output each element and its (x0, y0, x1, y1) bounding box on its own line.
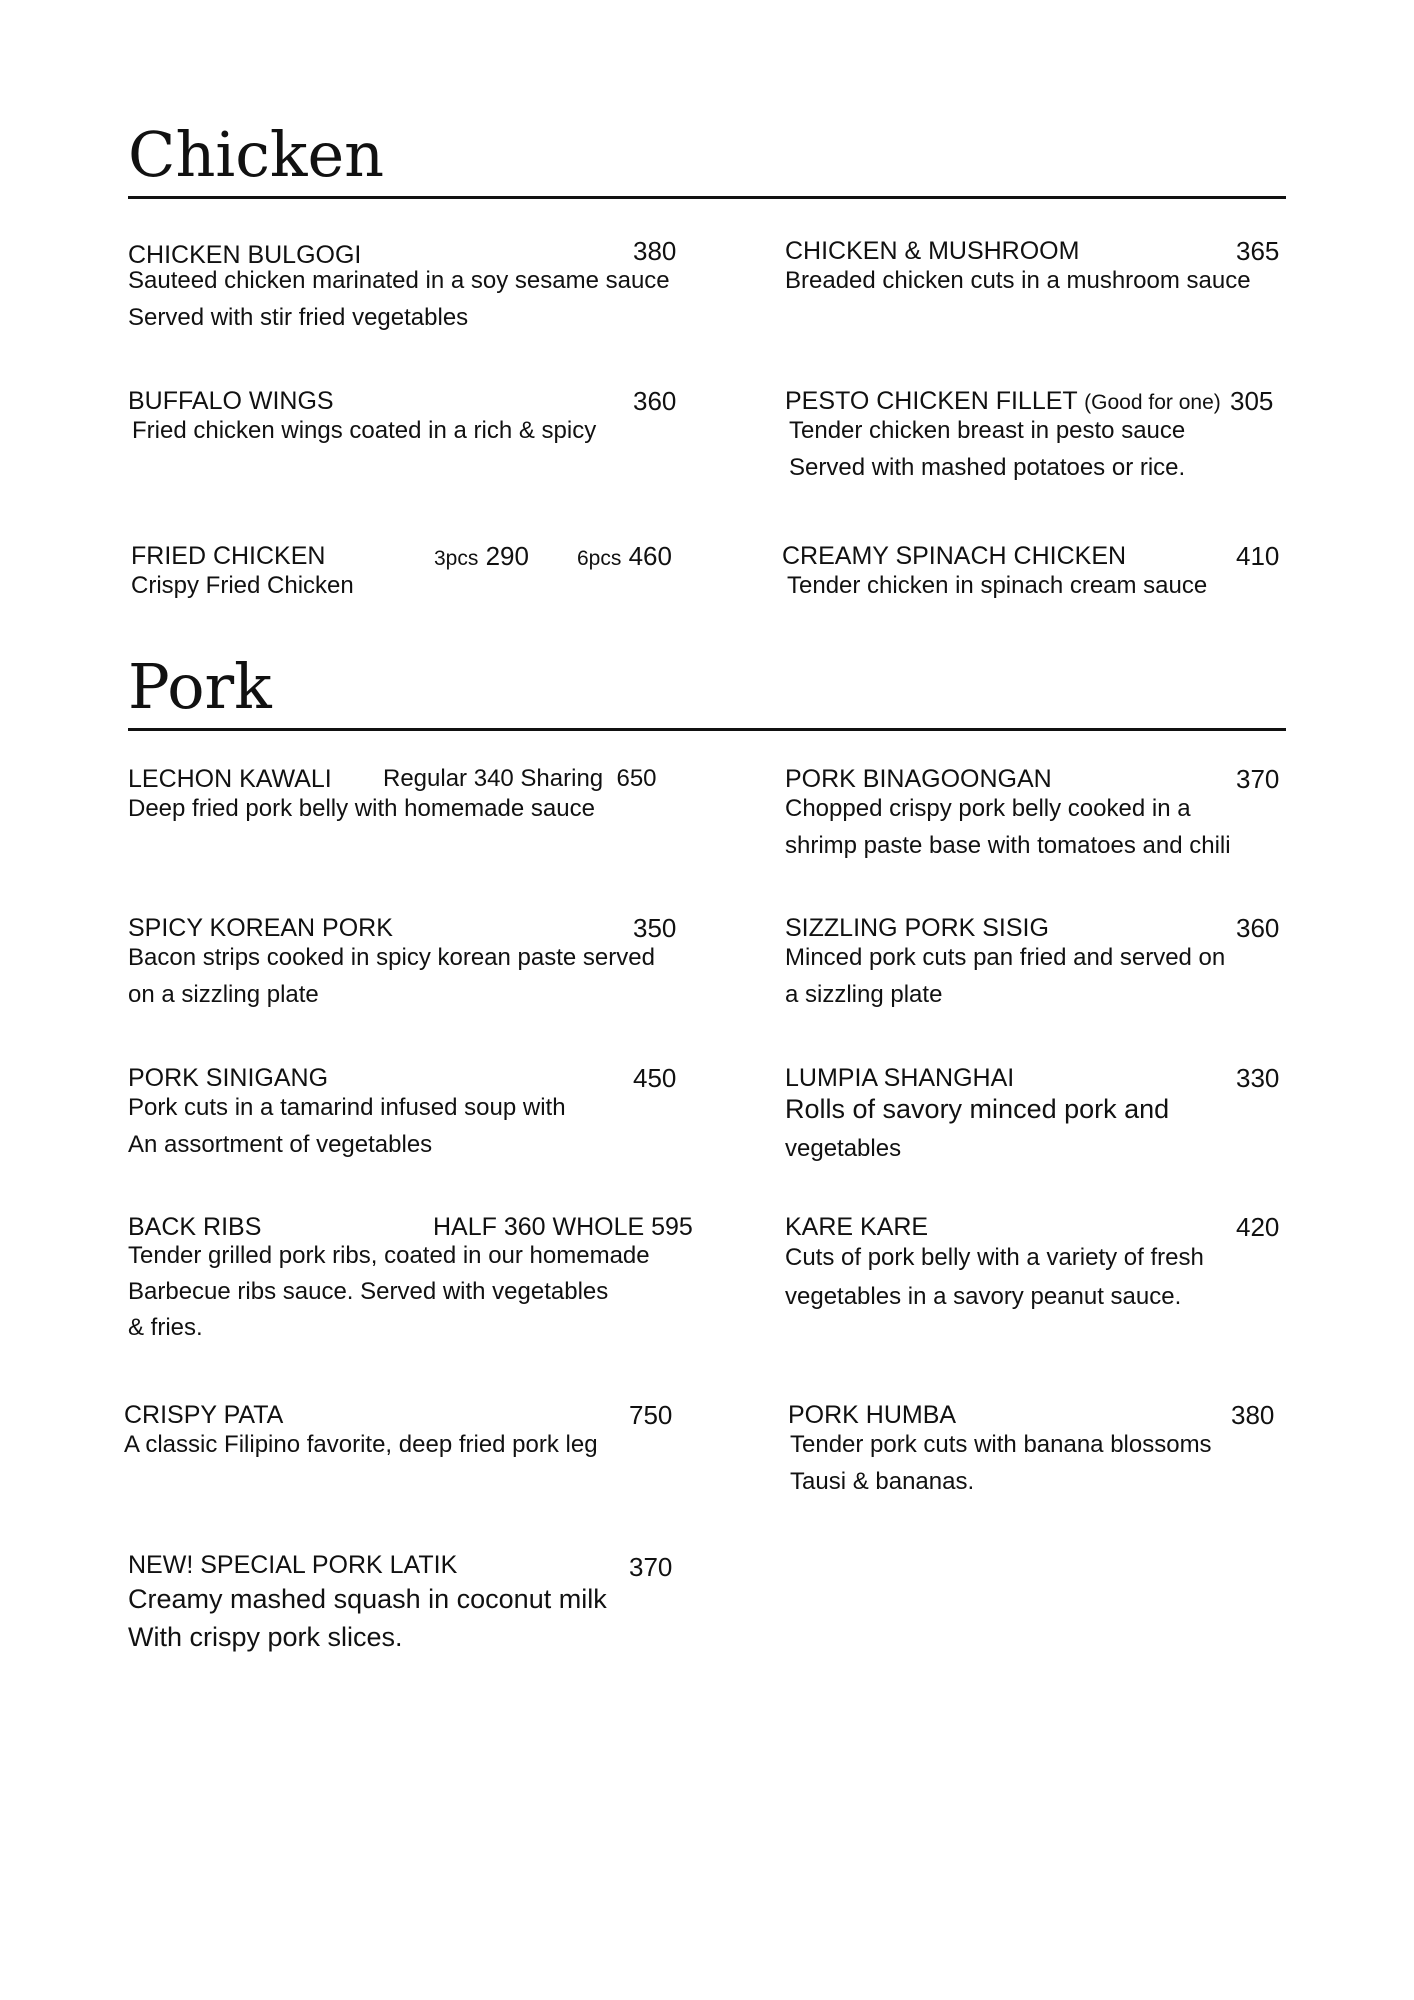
item-name: PORK HUMBA (788, 1401, 957, 1429)
item-price: 305 (1230, 386, 1274, 416)
item-name: FRIED CHICKEN (131, 542, 326, 570)
item-name: SIZZLING PORK SISIG (785, 914, 1049, 942)
item-price: HALF 360 WHOLE 595 (433, 1213, 693, 1241)
description-line: Barbecue ribs sauce. Served with vegetables (128, 1278, 609, 1305)
item-price: 360 (1236, 913, 1280, 943)
description-line: shrimp paste base with tomatoes and chili (785, 832, 1231, 859)
item-price: 350 (633, 913, 677, 943)
item-name: PESTO CHICKEN FILLET (785, 387, 1078, 415)
item-description (128, 1238, 650, 1346)
description-line: vegetables in a savory peanut sauce. (785, 1283, 1182, 1310)
item-description (128, 262, 670, 336)
menu-item-spicy-korean-pork (128, 913, 748, 1013)
pork-section-divider (128, 728, 1286, 731)
description-line: Bacon strips cooked in spicy korean paste served (128, 944, 655, 971)
item-name: CHICKEN BULGOGI (128, 241, 362, 269)
item-name: PORK BINAGOONGAN (785, 765, 1052, 793)
description-line: Deep fried pork belly with homemade sauce (128, 795, 595, 822)
item-name: BUFFALO WINGS (128, 387, 334, 415)
item-price: 370 (1236, 764, 1280, 794)
menu-item-kare-kare (785, 1212, 1305, 1312)
item-description (128, 939, 655, 1013)
item-description (789, 412, 1185, 486)
menu-item-fried-chicken (131, 541, 751, 621)
size-price: 290 (485, 541, 529, 571)
item-name: LUMPIA SHANGHAI (785, 1064, 1015, 1092)
item-price: 380 (1231, 1400, 1275, 1430)
menu-item-back-ribs (128, 1212, 748, 1352)
menu-item-pork-binagoongan (785, 764, 1305, 864)
menu-item-chicken-and-mushroom (785, 236, 1305, 316)
description-line: Rolls of savory minced pork and (785, 1094, 1170, 1124)
item-price-3pcs (434, 541, 529, 574)
menu-item-chicken-bulgogi (128, 236, 748, 336)
description-line: Crispy Fried Chicken (131, 572, 354, 599)
item-name: NEW! SPECIAL PORK LATIK (128, 1551, 458, 1579)
item-description (790, 1426, 1212, 1500)
description-line: A classic Filipino favorite, deep fried pork leg (124, 1431, 598, 1458)
item-name: CRISPY PATA (124, 1401, 284, 1429)
menu-item-buffalo-wings (128, 386, 748, 466)
item-price: 410 (1236, 541, 1280, 571)
menu-item-creamy-spinach-chicken (782, 541, 1302, 621)
item-description (124, 1426, 598, 1463)
item-name: LECHON KAWALI (128, 765, 332, 793)
description-line: Creamy mashed squash in coconut milk (128, 1584, 607, 1614)
item-description (785, 939, 1225, 1013)
item-name: CHICKEN & MUSHROOM (785, 237, 1080, 265)
size-label: 3pcs (434, 547, 479, 570)
menu-item-special-pork-latik (128, 1550, 748, 1670)
description-line: Cuts of pork belly with a variety of fresh (785, 1244, 1204, 1271)
item-name: SPICY KOREAN PORK (128, 914, 393, 942)
description-line: With crispy pork slices. (128, 1622, 403, 1652)
menu-item-pesto-chicken-fillet (785, 386, 1305, 486)
item-description (128, 790, 595, 827)
item-name: PORK SINIGANG (128, 1064, 329, 1092)
description-line: Tender pork cuts with banana blossoms (790, 1431, 1212, 1458)
description-line: Tausi & bananas. (790, 1468, 975, 1495)
description-line: An assortment of vegetables (128, 1131, 433, 1158)
description-line: vegetables (785, 1135, 902, 1162)
description-line: Tender chicken in spinach cream sauce (787, 572, 1208, 599)
item-price: 750 (629, 1400, 673, 1430)
item-price: 380 (633, 236, 677, 266)
item-description (785, 1089, 1169, 1169)
item-price: 450 (633, 1063, 677, 1093)
item-price: 420 (1236, 1212, 1280, 1242)
description-line: Chopped crispy pork belly cooked in a (785, 795, 1191, 822)
description-line: Sauteed chicken marinated in a soy sesame sauce (128, 267, 670, 294)
menu-item-pork-humba (788, 1400, 1308, 1500)
item-name: KARE KARE (785, 1213, 929, 1241)
item-price: 370 (629, 1552, 673, 1582)
chicken-section-title: Chicken (128, 118, 385, 191)
item-price: Regular 340 Sharing 650 (383, 765, 657, 792)
menu-item-lumpia-shanghai (785, 1063, 1305, 1173)
item-description (128, 1580, 607, 1656)
item-description (785, 262, 1251, 299)
menu-item-sizzling-pork-sisig (785, 913, 1305, 1013)
item-name: CREAMY SPINACH CHICKEN (782, 542, 1127, 570)
item-description (785, 1238, 1204, 1316)
description-line: Pork cuts in a tamarind infused soup with (128, 1094, 566, 1121)
item-description (787, 567, 1207, 604)
description-line: Minced pork cuts pan fried and served on (785, 944, 1226, 971)
menu-item-pork-sinigang (128, 1063, 748, 1163)
item-description (128, 1089, 566, 1163)
description-line: & fries. (128, 1314, 203, 1341)
chicken-section-divider (128, 196, 1286, 199)
item-description (132, 412, 596, 449)
item-price: 360 (633, 386, 677, 416)
description-line: Tender chicken breast in pesto sauce (789, 417, 1186, 444)
description-line: Served with stir fried vegetables (128, 304, 469, 331)
description-line: a sizzling plate (785, 981, 943, 1008)
description-line: Breaded chicken cuts in a mushroom sauce (785, 267, 1251, 294)
menu-item-lechon-kawali (128, 764, 748, 844)
description-line: Served with mashed potatoes or rice. (789, 454, 1186, 481)
menu-item-crispy-pata (124, 1400, 744, 1480)
item-price-6pcs (577, 541, 672, 574)
item-description (131, 567, 354, 604)
size-label: 6pcs (577, 547, 622, 570)
pork-section-title: Pork (128, 650, 272, 723)
item-price: 365 (1236, 236, 1280, 266)
item-description (785, 790, 1231, 864)
size-price: 460 (628, 541, 672, 571)
item-price: 330 (1236, 1063, 1280, 1093)
description-line: Fried chicken wings coated in a rich & spicy (132, 417, 597, 444)
description-line: on a sizzling plate (128, 981, 319, 1008)
item-note: (Good for one) (1084, 391, 1221, 414)
description-line: Tender grilled pork ribs, coated in our homemade (128, 1242, 650, 1269)
item-name: BACK RIBS (128, 1213, 262, 1241)
